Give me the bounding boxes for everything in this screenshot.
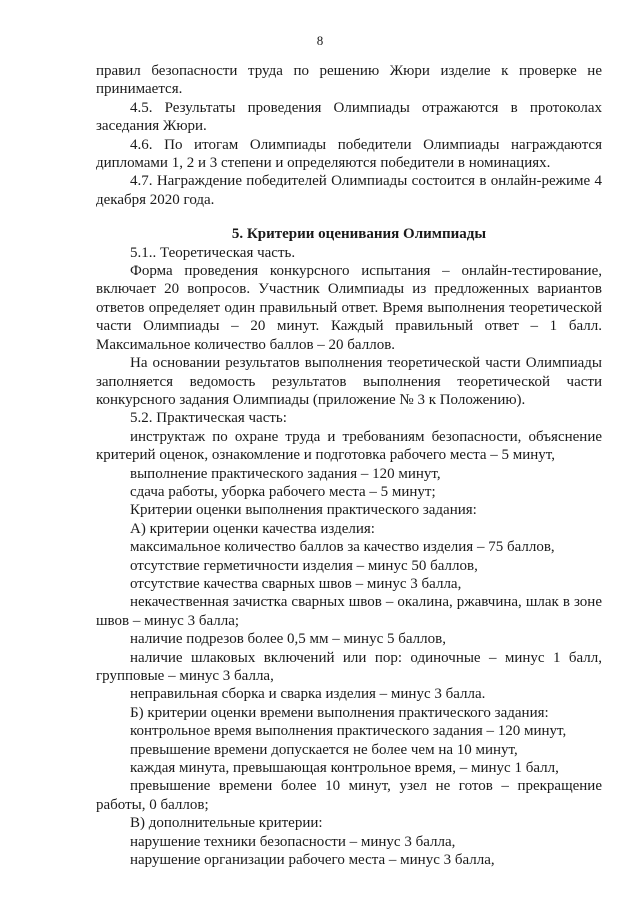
paragraph-5-2: 5.2. Практическая часть:: [130, 410, 287, 427]
list-item: неправильная сборка и сварка изделия – минус 3 балла.: [130, 686, 486, 703]
list-item: выполнение практического задания – 120 минут,: [130, 465, 441, 482]
paragraph: На основании результатов выполнения теоретической части Олимпиады заполняется ведомость результатов выполнения теоретической части конкурсного задания Олимпиады (приложение № 3 к Положению).: [96, 355, 602, 408]
paragraph-4-6: 4.6. По итогам Олимпиады победители Олимпиады награждаются дипломами 1, 2 и 3 степени и определяются победители в номинациях.: [96, 136, 602, 172]
document-body: [96, 62, 602, 869]
list-item: превышение времени более 10 минут, узел не готов – прекращение работы, 0 баллов;: [96, 778, 602, 813]
list-item: нарушение техники безопасности – минус 3 балла,: [130, 833, 456, 850]
paragraph: Критерии оценки выполнения практического задания:: [130, 502, 477, 519]
list-item: инструктаж по охране труда и требованиям безопасности, объяснение критерий оценок, ознакомление и подготовка рабочего места – 5 минут,: [96, 428, 602, 464]
subheading-c: В) дополнительные критерии:: [130, 815, 323, 832]
paragraph-4-7: 4.7. Награждение победителей Олимпиады состоится в онлайн-режиме 4 декабря 2020 года.: [96, 173, 602, 208]
page-number: 8: [316, 33, 324, 48]
list-item: наличие подрезов более 0,5 мм – минус 5 баллов,: [130, 631, 446, 648]
list-item: максимальное количество баллов за качество изделия – 75 баллов,: [130, 539, 555, 556]
list-item: отсутствие герметичности изделия – минус 50 баллов,: [130, 557, 478, 574]
list-item: контрольное время выполнения практического задания – 120 минут,: [130, 723, 567, 740]
subheading-b: Б) критерии оценки времени выполнения практического задания:: [130, 704, 549, 721]
spacer: [96, 209, 602, 225]
list-item: каждая минута, превышающая контрольное время, – минус 1 балл,: [130, 760, 559, 777]
list-item: некачественная зачистка сварных швов – окалина, ржавчина, шлак в зоне швов – минус 3 балла;: [96, 594, 602, 629]
list-item: отсутствие качества сварных швов – минус 3 балла,: [130, 575, 462, 592]
list-item: превышение времени допускается не более чем на 10 минут,: [130, 741, 518, 758]
paragraph: правил безопасности труда по решению Жюри изделие к проверке не принимается.: [96, 63, 602, 98]
paragraph-5-1: 5.1.. Теоретическая часть.: [130, 244, 296, 261]
section-heading: 5. Критерии оценивания Олимпиады: [231, 226, 487, 243]
subheading-a: А) критерии оценки качества изделия:: [130, 520, 375, 537]
list-item: нарушение организации рабочего места – минус 3 балла,: [130, 852, 495, 869]
paragraph-4-5: 4.5. Результаты проведения Олимпиады отражаются в протоколах заседания Жюри.: [96, 99, 602, 135]
list-item: сдача работы, уборка рабочего места – 5 минут;: [130, 483, 436, 500]
paragraph: Форма проведения конкурсного испытания – онлайн-тестирование, включает 20 вопросов. Участник Олимпиады из предложенных вариантов ответов определяет один правильный ответ. Время выполнения теоретической части Олимпиады – 20 минут. Каждый правильный ответ – 1 балл. Максимальное количество баллов – 20 баллов.: [96, 263, 602, 353]
list-item: наличие шлаковых включений или пор: одиночные – минус 1 балл, групповые – минус 3 балла,: [96, 649, 602, 684]
